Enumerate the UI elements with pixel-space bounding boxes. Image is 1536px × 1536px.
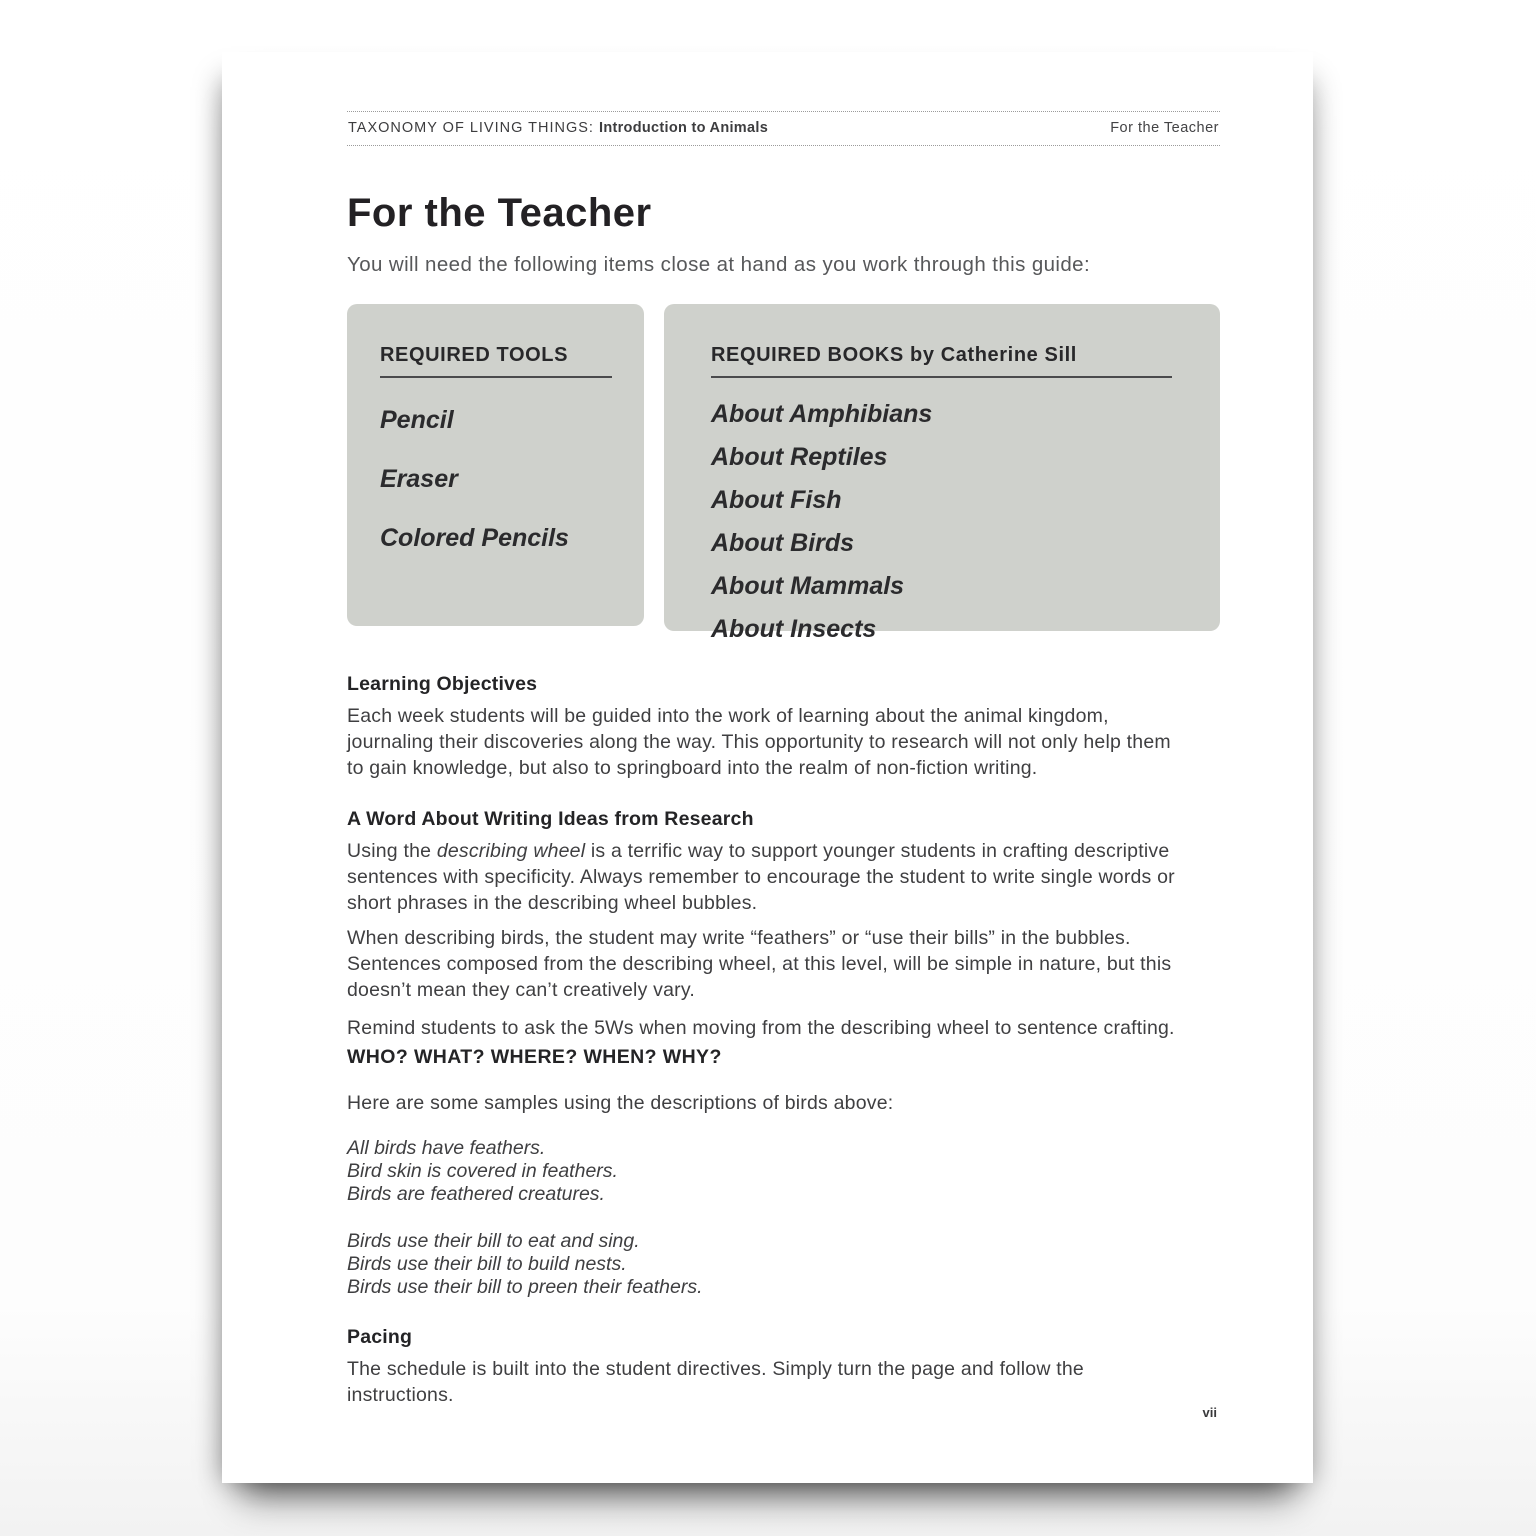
list-item: About Amphibians: [711, 400, 933, 428]
book-title-label: TAXONOMY OF LIVING THINGS:: [348, 120, 599, 136]
section-heading: A Word About Writing Ideas from Research: [347, 808, 754, 830]
running-header: [347, 111, 1220, 146]
sample-sentence: Bird skin is covered in feathers.: [347, 1160, 618, 1182]
paragraph-describing-wheel: [347, 838, 1183, 916]
required-items-boxes: [347, 304, 1220, 643]
sample-sentences-bills: [347, 1230, 1220, 1299]
sample-sentence: All birds have feathers.: [347, 1137, 546, 1159]
page-number: vii: [1202, 1405, 1217, 1420]
list-item: About Birds: [711, 529, 855, 557]
section-body: Each week students will be guided into the work of learning about the animal kingdom, journaling their discoveries along the way. This opportunity to research will not only help them to gain knowledge, but also to springboard into the realm of non-fiction writing.: [347, 705, 1171, 779]
page-title: For the Teacher: [347, 191, 652, 235]
section-heading: Pacing: [347, 1326, 413, 1348]
list-item: About Insects: [711, 615, 877, 643]
sample-sentences-feathers: [347, 1137, 1220, 1206]
list-item: Eraser: [380, 465, 458, 493]
paragraph-describing-birds: When describing birds, the student may write “feathers” or “use their bills” in the bubbles. Sentences composed from the describing wheel, at this level, will be simple in nature, but this doesn’t mean they can’t creatively vary.: [347, 927, 1172, 1001]
required-tools-heading: REQUIRED TOOLS: [380, 344, 612, 378]
sample-sentence: Birds are feathered creatures.: [347, 1183, 605, 1205]
required-tools-list: [380, 406, 612, 553]
sample-sentence: Birds use their bill to build nests.: [347, 1253, 627, 1275]
running-header-right: For the Teacher: [1110, 120, 1219, 136]
paragraph-text: is a terrific way to support younger students in crafting descriptive sentences with specificity. Always remember to encourage the student to write single words or short phrases in the describing wheel bubbles.: [347, 840, 1175, 914]
list-item: About Reptiles: [711, 443, 888, 471]
describing-wheel-term: describing wheel: [436, 840, 586, 862]
paragraph-remind-5ws: Remind students to ask the 5Ws when moving from the describing wheel to sentence crafting.: [347, 1017, 1175, 1039]
intro-text: You will need the following items close at hand as you work through this guide:: [347, 253, 1091, 276]
list-item: About Mammals: [711, 572, 905, 600]
section-pacing: [347, 1326, 1220, 1408]
required-books-list: [711, 400, 1172, 644]
section-learning-objectives: [347, 673, 1220, 781]
five-ws-line: WHO? WHAT? WHERE? WHEN? WHY?: [347, 1046, 722, 1068]
section-heading: Learning Objectives: [347, 673, 538, 695]
list-item: Colored Pencils: [380, 524, 569, 552]
chapter-title-label: Introduction to Animals: [598, 120, 769, 136]
required-books-heading: REQUIRED BOOKS by Catherine Sill: [711, 344, 1172, 378]
required-books-box: [664, 304, 1220, 643]
samples-intro: Here are some samples using the descriptions of birds above:: [347, 1092, 894, 1114]
required-tools-box: [347, 304, 644, 626]
running-header-left: [348, 120, 768, 136]
sample-sentence: Birds use their bill to eat and sing.: [347, 1230, 640, 1252]
document-page: [222, 52, 1313, 1483]
list-item: Pencil: [380, 406, 454, 434]
section-body: The schedule is built into the student directives. Simply turn the page and follow the instructions.: [347, 1358, 1084, 1406]
paragraph-text: Using the: [347, 840, 437, 862]
page-content: [347, 111, 1220, 1408]
section-writing-ideas: [347, 808, 1220, 1299]
list-item: About Fish: [711, 486, 842, 514]
sample-sentence: Birds use their bill to preen their feathers.: [347, 1276, 703, 1298]
